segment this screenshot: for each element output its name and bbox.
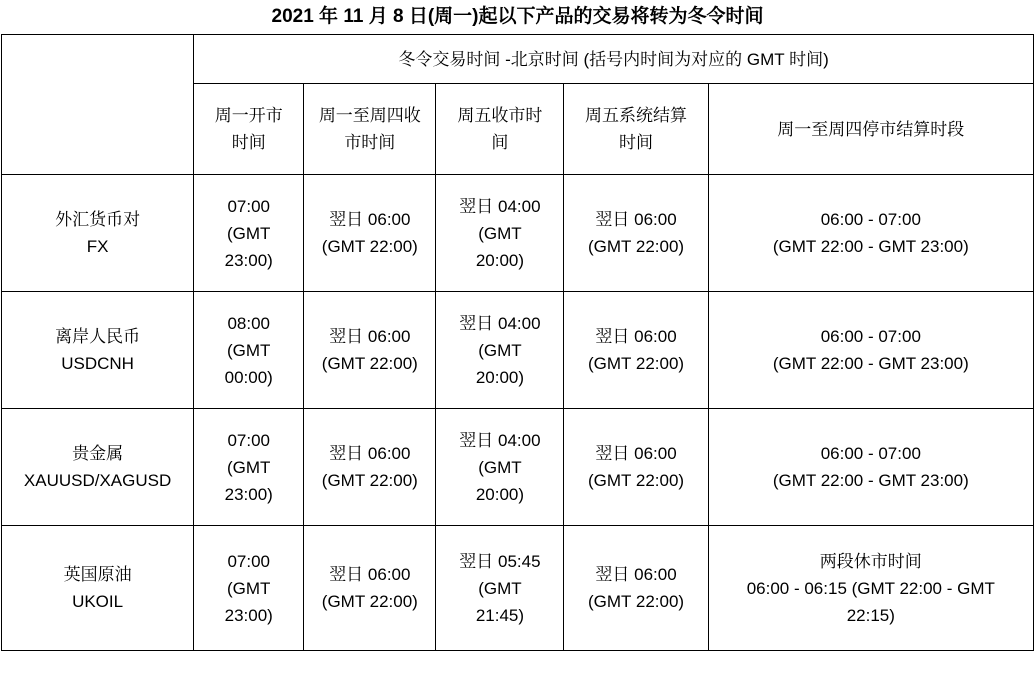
time-line: (GMT	[478, 578, 522, 598]
time-line: 23:00)	[224, 250, 273, 270]
product-name-line: 离岸人民币	[55, 327, 141, 346]
friday-settlement-cell	[564, 526, 708, 651]
time-line: (GMT 22:00)	[588, 237, 685, 256]
time-line: 20:00)	[475, 484, 525, 504]
mon-thu-close-cell	[304, 292, 436, 409]
time-line: 翌日 06:00	[329, 444, 411, 463]
header-line: 间	[491, 133, 509, 152]
product-name-line: XAUUSD/XAGUSD	[23, 471, 172, 490]
friday-close-cell	[436, 292, 564, 409]
time-line: (GMT 22:00)	[321, 354, 418, 373]
time-line: (GMT 22:00)	[321, 592, 418, 611]
time-line: 翌日 06:00	[595, 210, 677, 229]
time-line: 两段休市时间	[819, 551, 922, 571]
time-line: 07:00	[227, 551, 270, 571]
header-line: 周一至周四收	[318, 106, 421, 125]
mon-thu-close-cell	[304, 526, 436, 651]
product-name-cell	[2, 526, 194, 651]
mon-thu-break-cell	[708, 526, 1033, 651]
time-line: 08:00	[227, 313, 270, 333]
header-line: 周五系统结算	[585, 106, 688, 125]
header-line: 市时间	[344, 133, 396, 152]
time-line: (GMT 22:00)	[321, 471, 418, 490]
table-header-banner-row	[2, 35, 1034, 84]
time-line: 翌日 05:45	[459, 551, 541, 571]
friday-close-cell	[436, 409, 564, 526]
time-line: (GMT	[478, 457, 522, 477]
product-name-line: FX	[86, 237, 109, 256]
time-line: 06:00 - 07:00	[820, 210, 921, 229]
table-banner-cell: 冬令交易时间 -北京时间 (括号内时间为对应的 GMT 时间)	[194, 35, 1034, 84]
time-line: (GMT 22:00)	[321, 237, 418, 256]
time-line: 翌日 06:00	[329, 327, 411, 346]
winter-trading-hours-table	[1, 34, 1034, 651]
time-line: (GMT 22:00 - GMT 23:00)	[772, 471, 969, 490]
friday-settlement-cell	[564, 409, 708, 526]
header-line: 时间	[619, 133, 654, 152]
time-line: (GMT	[227, 223, 271, 243]
time-line: 翌日 06:00	[595, 327, 677, 346]
table-row	[2, 409, 1034, 526]
page-title: 2021 年 11 月 8 日(周一)起以下产品的交易将转为冬令时间	[271, 6, 764, 27]
time-line: (GMT 22:00 - GMT 23:00)	[772, 354, 969, 373]
product-name-line: 外汇货币对	[55, 210, 141, 229]
time-line: (GMT 22:00 - GMT 23:00)	[772, 237, 969, 256]
time-line: 07:00	[227, 430, 270, 450]
monday-open-cell	[194, 409, 304, 526]
friday-settlement-cell	[564, 292, 708, 409]
monday-open-cell	[194, 292, 304, 409]
time-line: 06:00 - 07:00	[820, 444, 921, 463]
header-mon-thu-break	[708, 84, 1033, 175]
header-line: 周一至周四停市结算时段	[777, 119, 965, 139]
time-line: 23:00)	[224, 484, 273, 504]
time-line: 20:00)	[475, 367, 525, 387]
time-line: (GMT	[478, 223, 522, 243]
product-name-line: UKOIL	[72, 592, 124, 611]
time-line: (GMT 22:00)	[588, 592, 685, 611]
product-name-line: USDCNH	[61, 354, 134, 373]
mon-thu-break-cell	[708, 409, 1033, 526]
time-line: 翌日 06:00	[329, 565, 411, 584]
mon-thu-close-cell	[304, 175, 436, 292]
friday-close-cell	[436, 526, 564, 651]
header-monday-open	[194, 84, 304, 175]
product-name-line: 贵金属	[72, 444, 124, 463]
time-line: 翌日 06:00	[595, 444, 677, 463]
product-name-cell	[2, 175, 194, 292]
product-name-cell	[2, 292, 194, 409]
time-line: 20:00)	[475, 250, 525, 270]
time-line: 翌日 04:00	[459, 196, 541, 216]
mon-thu-break-cell	[708, 175, 1033, 292]
time-line: (GMT 22:00)	[588, 354, 685, 373]
time-line: (GMT	[478, 340, 522, 360]
table-row	[2, 292, 1034, 409]
friday-close-cell	[436, 175, 564, 292]
time-line: 23:00)	[224, 605, 273, 625]
time-line: 06:00 - 06:15 (GMT 22:00 - GMT	[746, 578, 995, 598]
time-line: (GMT	[227, 578, 271, 598]
time-line: (GMT	[227, 340, 271, 360]
friday-settlement-cell	[564, 175, 708, 292]
header-mon-thu-close	[304, 84, 436, 175]
header-line: 周五收市时	[457, 106, 543, 125]
time-line: 翌日 06:00	[329, 210, 411, 229]
header-line: 时间	[231, 133, 266, 152]
time-line: 07:00	[227, 196, 270, 216]
time-line: 翌日 04:00	[459, 313, 541, 333]
time-line: (GMT 22:00)	[588, 471, 685, 490]
mon-thu-break-cell	[708, 292, 1033, 409]
time-line: 翌日 06:00	[595, 565, 677, 584]
product-name-line: 英国原油	[63, 565, 132, 584]
time-line: 翌日 04:00	[459, 430, 541, 450]
header-friday-close	[436, 84, 564, 175]
mon-thu-close-cell	[304, 409, 436, 526]
product-name-cell	[2, 409, 194, 526]
time-line: 00:00)	[224, 367, 273, 387]
monday-open-cell	[194, 175, 304, 292]
header-friday-settlement	[564, 84, 708, 175]
time-line: (GMT	[227, 457, 271, 477]
table-corner-cell	[2, 35, 194, 175]
time-line: 22:15)	[846, 605, 895, 625]
table-row	[2, 526, 1034, 651]
table-row	[2, 175, 1034, 292]
header-line: 周一开市	[214, 106, 283, 125]
time-line: 21:45)	[475, 605, 525, 625]
monday-open-cell	[194, 526, 304, 651]
time-line: 06:00 - 07:00	[820, 327, 921, 346]
